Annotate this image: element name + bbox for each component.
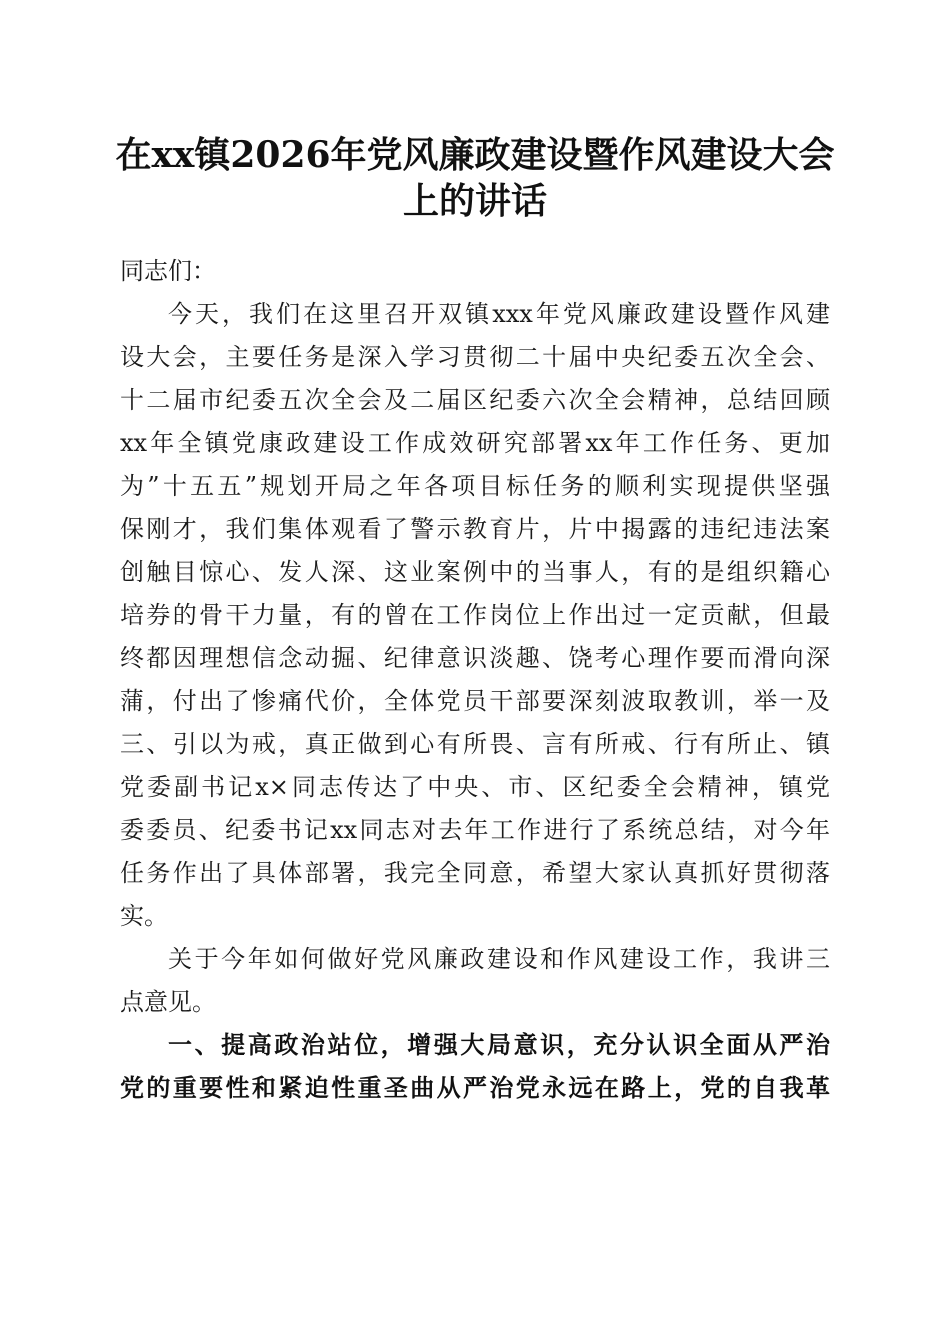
paragraph-line: 保刚才，我们集体观看了警示教育片，片中揭露的违纪违法案 bbox=[120, 515, 830, 543]
paragraph-line: 党委副书记x×同志传达了中央、市、区纪委全会精神，镇党 bbox=[120, 773, 830, 801]
paragraph-line: 终都因理想信念动掘、纪律意识淡趣、饶考心理作要而滑向深 bbox=[120, 644, 830, 672]
paragraph-line: 培券的骨干力量，有的曾在工作岗位上作出过一定贡献，但最 bbox=[120, 601, 830, 629]
paragraph-line: 设大会，主要任务是深入学习贯彻二十届中央纪委五次全会、 bbox=[120, 343, 830, 371]
paragraph-line: 关于今年如何做好党风廉政建设和作风建设工作，我讲三 bbox=[168, 945, 830, 973]
document-body bbox=[120, 250, 830, 1110]
document-title bbox=[110, 132, 840, 224]
paragraph-line: 为”十五五”规划开局之年各项目标任务的顺利实现提供坚强 bbox=[120, 472, 830, 500]
paragraph-line: 任务作出了具体部署，我完全同意，希望大家认真抓好贯彻落 bbox=[120, 859, 830, 887]
section-heading-1 bbox=[120, 1024, 830, 1110]
paragraph-line: 三、引以为戒，真正做到心有所畏、言有所戒、行有所止、镇 bbox=[120, 730, 830, 758]
heading-line: 党的重要性和紧迫性重圣曲从严治党永远在路上，党的自我革 bbox=[120, 1074, 830, 1102]
paragraph-line: 蒲，付出了惨痛代价，全体党员干部要深刻波取教训，举一及 bbox=[120, 687, 830, 715]
paragraph-line: xx年全镇党康政建设工作成效研究部署xx年工作任务、更加 bbox=[120, 429, 830, 457]
paragraph-1 bbox=[120, 293, 830, 938]
paragraph-line: 创触目惊心、发人深、这业案例中的当事人，有的是组织籍心 bbox=[120, 558, 830, 586]
salutation: 同志们： bbox=[120, 257, 216, 285]
paragraph-line: 今天，我们在这里召开双镇xxx年党风廉政建设暨作风建 bbox=[168, 300, 830, 328]
paragraph-line: 实。 bbox=[120, 902, 168, 930]
paragraph-line: 十二届市纪委五次全会及二届区纪委六次全会精神，总结回顾 bbox=[120, 386, 830, 414]
heading-line: 一、提高政治站位，增强大局意识，充分认识全面从严治 bbox=[168, 1031, 830, 1059]
paragraph-2 bbox=[120, 938, 830, 1024]
paragraph-line: 点意见。 bbox=[120, 988, 216, 1016]
title-line-2: 上的讲话 bbox=[402, 180, 547, 222]
title-line-1: 在xx镇2026年党风廉政建设暨作风建设大会 bbox=[115, 134, 835, 176]
paragraph-line: 委委员、纪委书记xx同志对去年工作进行了系统总结，对今年 bbox=[120, 816, 830, 844]
